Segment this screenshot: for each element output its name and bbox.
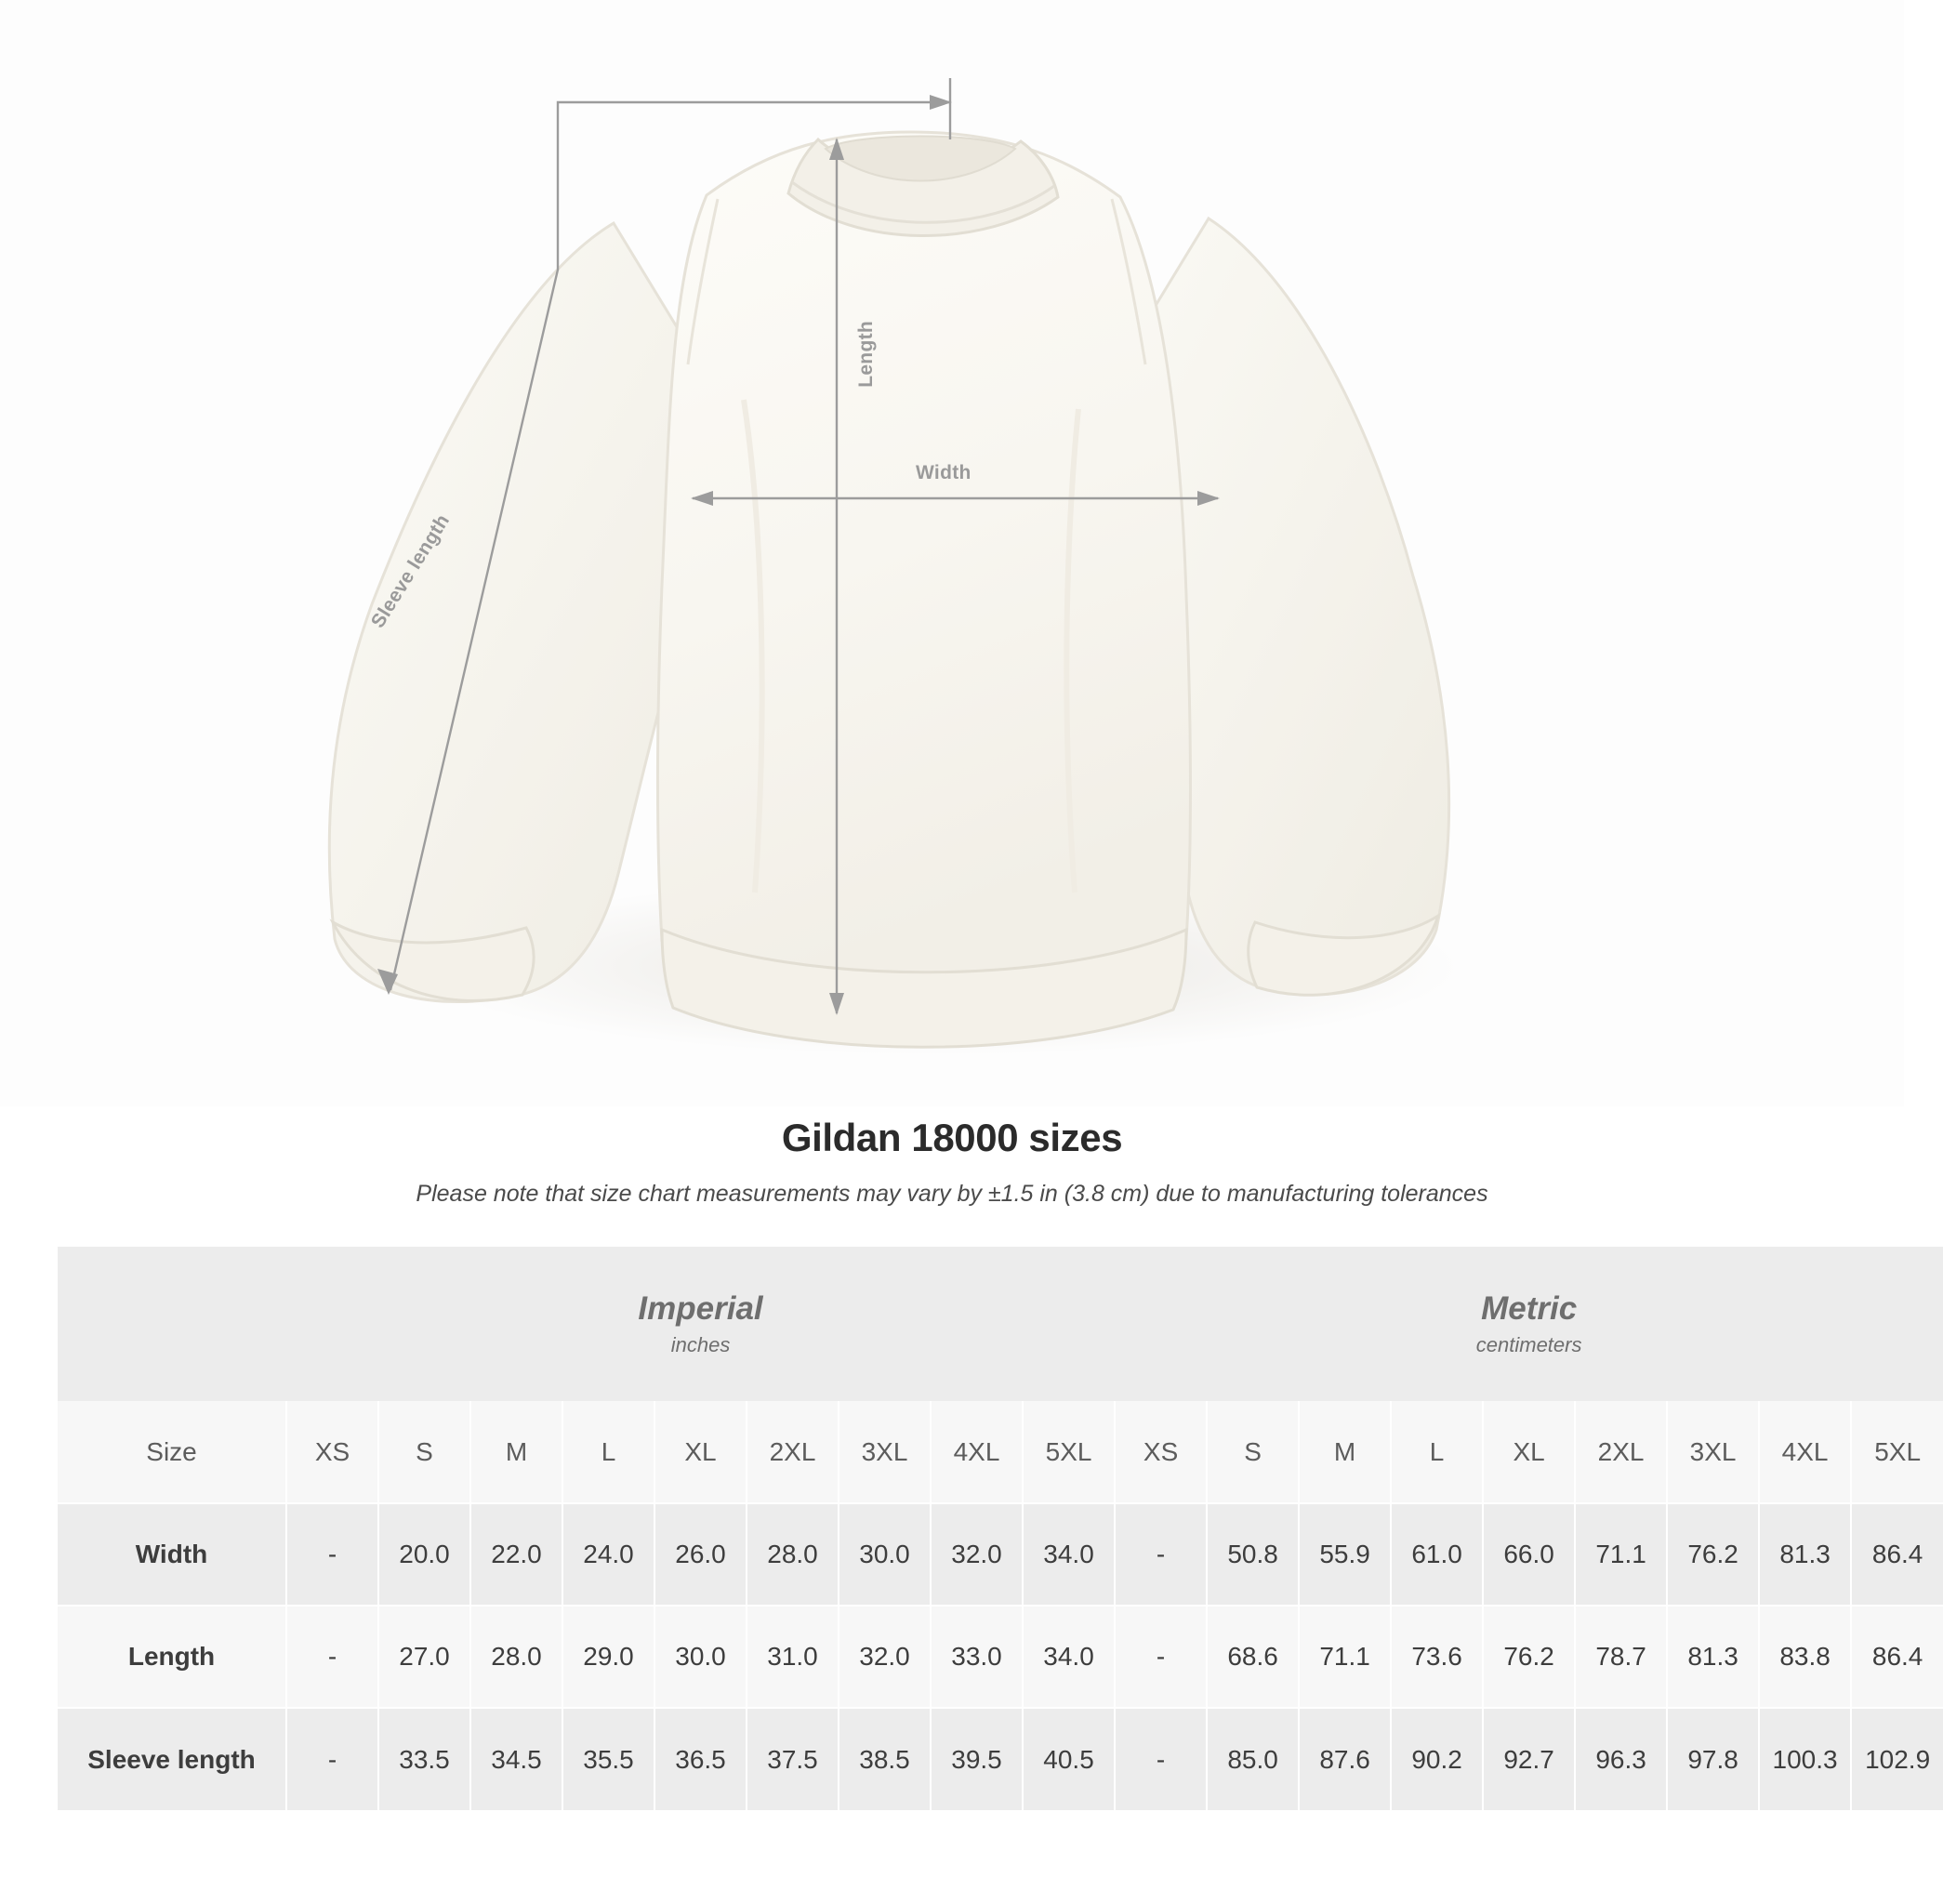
width-dimension-label: Width (916, 462, 972, 483)
cell-sleeve-imperial-3xl: 38.5 (839, 1708, 931, 1810)
cell-width-imperial-2xl: 28.0 (747, 1503, 839, 1606)
cell-width-metric-l: 61.0 (1391, 1503, 1483, 1606)
size-header-imperial-xs: XS (286, 1401, 378, 1503)
cell-sleeve-metric-3xl: 97.8 (1667, 1708, 1759, 1810)
cell-sleeve-metric-5xl: 102.9 (1851, 1708, 1943, 1810)
cell-length-metric-l: 73.6 (1391, 1606, 1483, 1708)
size-header-row (58, 1401, 1943, 1503)
cell-length-imperial-4xl: 33.0 (931, 1606, 1023, 1708)
row-label-length: Length (58, 1606, 286, 1708)
cell-sleeve-metric-2xl: 96.3 (1575, 1708, 1667, 1810)
unit-header-spacer (58, 1247, 286, 1401)
size-header-metric-xl: XL (1483, 1401, 1575, 1503)
size-header-label: Size (58, 1401, 286, 1503)
cell-sleeve-imperial-xs: - (286, 1708, 378, 1810)
cell-width-imperial-s: 20.0 (378, 1503, 470, 1606)
cell-width-metric-m: 55.9 (1299, 1503, 1391, 1606)
size-header-imperial-m: M (470, 1401, 562, 1503)
cell-length-imperial-xs: - (286, 1606, 378, 1708)
cell-width-metric-xl: 66.0 (1483, 1503, 1575, 1606)
cell-length-metric-4xl: 83.8 (1759, 1606, 1851, 1708)
cell-length-imperial-5xl: 34.0 (1023, 1606, 1115, 1708)
size-header-metric-3xl: 3XL (1667, 1401, 1759, 1503)
size-header-metric-m: M (1299, 1401, 1391, 1503)
heading-block (0, 1116, 1904, 1208)
size-header-metric-4xl: 4XL (1759, 1401, 1851, 1503)
cell-sleeve-imperial-2xl: 37.5 (747, 1708, 839, 1810)
size-header-imperial-4xl: 4XL (931, 1401, 1023, 1503)
size-header-metric-xs: XS (1115, 1401, 1207, 1503)
size-header-metric-2xl: 2XL (1575, 1401, 1667, 1503)
size-chart-table (58, 1247, 1943, 1810)
cell-sleeve-metric-m: 87.6 (1299, 1708, 1391, 1810)
unit-group-imperial-unit: inches (670, 1333, 731, 1357)
cell-length-metric-3xl: 81.3 (1667, 1606, 1759, 1708)
size-header-imperial-xl: XL (654, 1401, 747, 1503)
cell-sleeve-metric-4xl: 100.3 (1759, 1708, 1851, 1810)
cell-sleeve-metric-s: 85.0 (1207, 1708, 1299, 1810)
table-row-length (58, 1606, 1943, 1708)
cell-sleeve-imperial-m: 34.5 (470, 1708, 562, 1810)
size-header-metric-5xl: 5XL (1851, 1401, 1943, 1503)
cell-width-imperial-m: 22.0 (470, 1503, 562, 1606)
cell-length-metric-xs: - (1115, 1606, 1207, 1708)
cell-length-imperial-xl: 30.0 (654, 1606, 747, 1708)
unit-group-metric-name: Metric (1481, 1289, 1578, 1327)
size-header-imperial-2xl: 2XL (747, 1401, 839, 1503)
size-header-imperial-5xl: 5XL (1023, 1401, 1115, 1503)
cell-sleeve-imperial-5xl: 40.5 (1023, 1708, 1115, 1810)
length-dimension-label: Length (855, 321, 877, 388)
row-label-width: Width (58, 1503, 286, 1606)
unit-group-imperial (286, 1247, 1115, 1401)
cell-length-metric-m: 71.1 (1299, 1606, 1391, 1708)
sleeve-length-dimension-label: Sleeve length (366, 510, 455, 632)
size-header-metric-s: S (1207, 1401, 1299, 1503)
row-label-sleeve-length: Sleeve length (58, 1708, 286, 1810)
unit-group-imperial-name: Imperial (638, 1289, 763, 1327)
cell-length-metric-xl: 76.2 (1483, 1606, 1575, 1708)
cell-width-imperial-4xl: 32.0 (931, 1503, 1023, 1606)
cell-sleeve-imperial-l: 35.5 (562, 1708, 654, 1810)
cell-width-metric-4xl: 81.3 (1759, 1503, 1851, 1606)
size-header-imperial-l: L (562, 1401, 654, 1503)
size-header-imperial-s: S (378, 1401, 470, 1503)
cell-width-metric-2xl: 71.1 (1575, 1503, 1667, 1606)
cell-length-imperial-l: 29.0 (562, 1606, 654, 1708)
table-row-sleeve-length (58, 1708, 1943, 1810)
cell-width-imperial-3xl: 30.0 (839, 1503, 931, 1606)
tolerance-note: Please note that size chart measurements may vary by ±1.5 in (3.8 cm) due to manufacturing tolerances (416, 1181, 1488, 1207)
cell-sleeve-imperial-4xl: 39.5 (931, 1708, 1023, 1810)
size-header-imperial-3xl: 3XL (839, 1401, 931, 1503)
cell-width-imperial-l: 24.0 (562, 1503, 654, 1606)
cell-length-metric-5xl: 86.4 (1851, 1606, 1943, 1708)
unit-group-metric-unit: centimeters (1475, 1333, 1582, 1357)
size-header-metric-l: L (1391, 1401, 1483, 1503)
cell-width-metric-xs: - (1115, 1503, 1207, 1606)
cell-width-imperial-xl: 26.0 (654, 1503, 747, 1606)
cell-width-metric-s: 50.8 (1207, 1503, 1299, 1606)
cell-length-imperial-m: 28.0 (470, 1606, 562, 1708)
cell-length-metric-2xl: 78.7 (1575, 1606, 1667, 1708)
cell-sleeve-metric-xs: - (1115, 1708, 1207, 1810)
cell-length-imperial-3xl: 32.0 (839, 1606, 931, 1708)
cell-width-imperial-5xl: 34.0 (1023, 1503, 1115, 1606)
cell-sleeve-imperial-xl: 36.5 (654, 1708, 747, 1810)
size-table-wrapper (58, 1247, 1931, 1810)
unit-header-row (58, 1247, 1943, 1401)
cell-length-metric-s: 68.6 (1207, 1606, 1299, 1708)
cell-sleeve-metric-l: 90.2 (1391, 1708, 1483, 1810)
cell-width-metric-5xl: 86.4 (1851, 1503, 1943, 1606)
cell-length-imperial-2xl: 31.0 (747, 1606, 839, 1708)
cell-width-metric-3xl: 76.2 (1667, 1503, 1759, 1606)
cell-width-imperial-xs: - (286, 1503, 378, 1606)
cell-sleeve-imperial-s: 33.5 (378, 1708, 470, 1810)
cell-length-imperial-s: 27.0 (378, 1606, 470, 1708)
cell-sleeve-metric-xl: 92.7 (1483, 1708, 1575, 1810)
page-title: Gildan 18000 sizes (781, 1116, 1123, 1159)
unit-group-metric (1115, 1247, 1943, 1401)
table-row-width (58, 1503, 1943, 1606)
